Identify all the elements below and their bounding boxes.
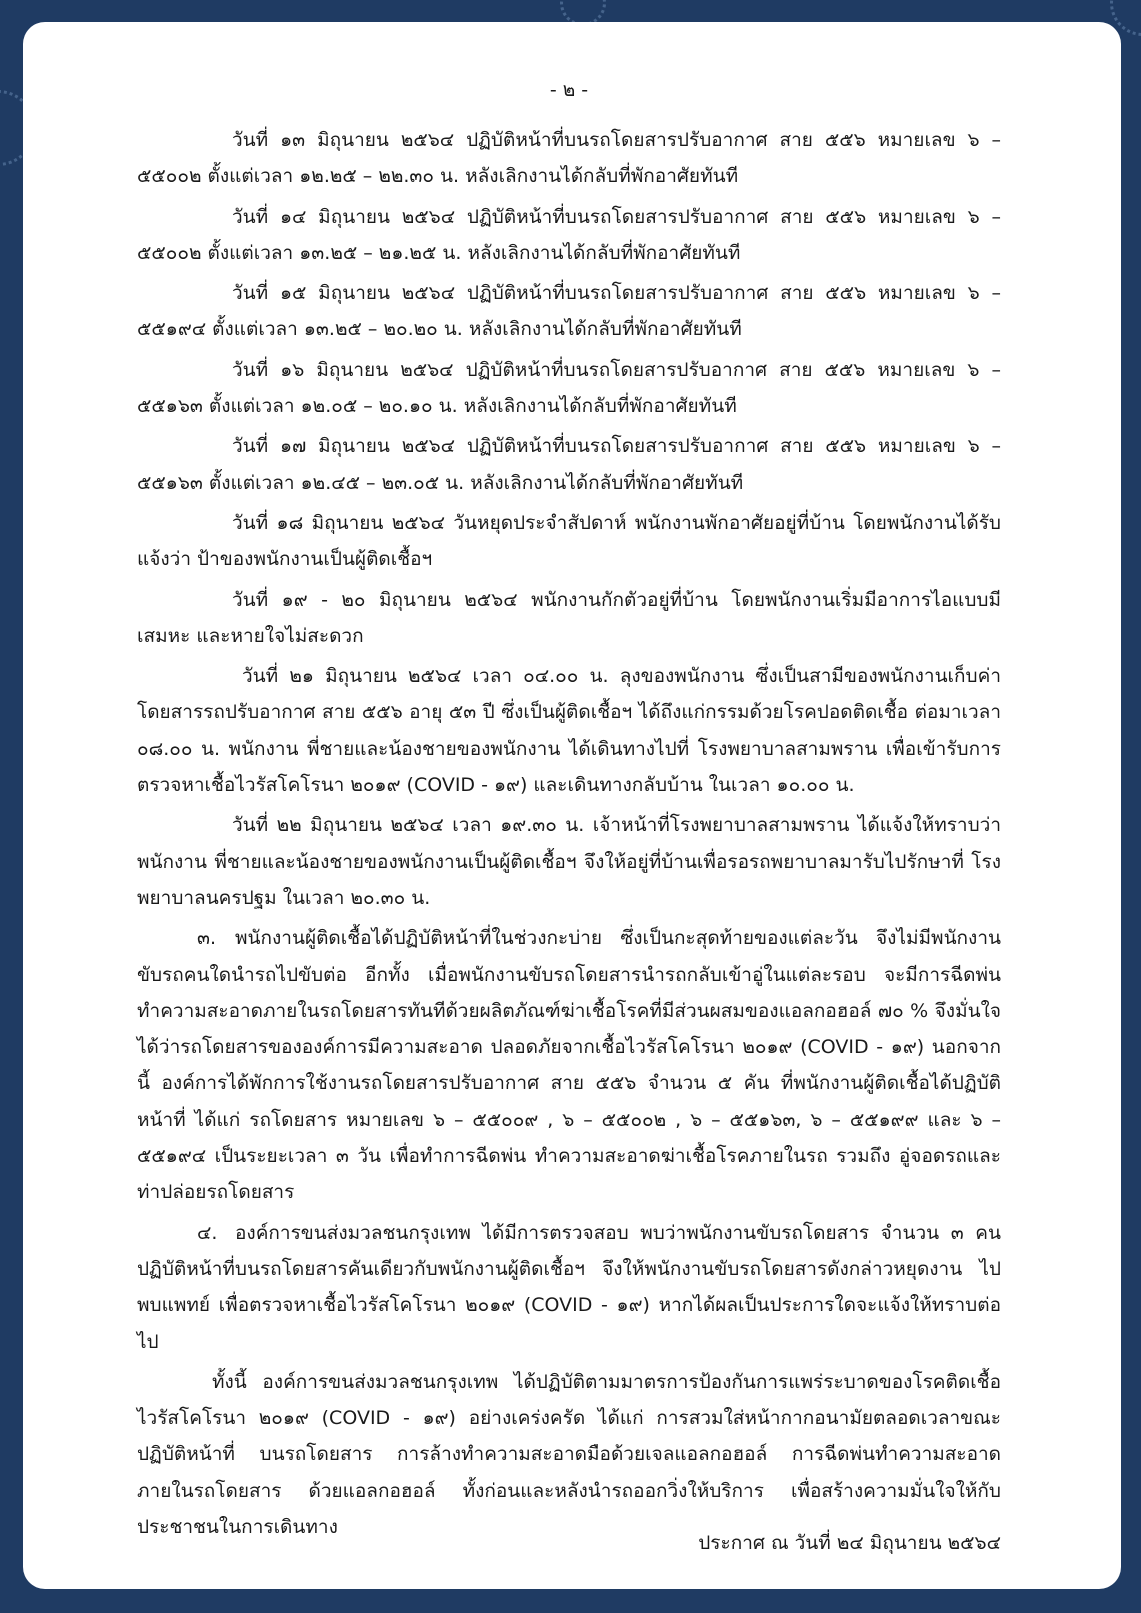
- closing-paragraph: ทั้งนี้ องค์การขนส่งมวลชนกรุงเทพ ได้ปฏิบัติตามมาตรการป้องกันการแพร่ระบาดของโรคติดเชื้อไวรัสโคโรนา ๒๐๑๙ (COVID - ๑๙) อย่างเคร่งครัด ได้แก่ การสวมใส่หน้ากากอนามัยตลอดเวลาขณะปฏิบัติหน้าที่ บนรถโดยสาร การล้างทำความสะอาดมือด้วยเจลแอลกอฮอล์ การฉีดพ่นทำความสะอาดภายในรถโดยสาร ด้วยแอลกอฮอล์ ทั้งก่อนและหลังนำรถออกวิ่งให้บริการ เพื่อสร้างความมั่นใจให้กับประชาชนในการเดินทาง: [137, 1370, 1001, 1538]
- paragraph-june-14: วันที่ ๑๔ มิถุนายน ๒๕๖๔ ปฏิบัติหน้าที่บนรถโดยสารปรับอากาศ สาย ๕๕๖ หมายเลข ๖ – ๕๕๐๐๒ ตั้งแต่เวลา ๑๓.๒๕ – ๒๑.๒๕ น. หลังเลิกงานได้กลับที่พักอาศัยทันที: [137, 205, 1001, 264]
- paragraph-june-15: วันที่ ๑๕ มิถุนายน ๒๕๖๔ ปฏิบัติหน้าที่บนรถโดยสารปรับอากาศ สาย ๕๕๖ หมายเลข ๖ – ๕๕๑๙๔ ตั้งแต่เวลา ๑๓.๒๕ – ๒๐.๒๐ น. หลังเลิกงานได้กลับที่พักอาศัยทันที: [137, 282, 1001, 341]
- paragraph-june-16: วันที่ ๑๖ มิถุนายน ๒๕๖๔ ปฏิบัติหน้าที่บนรถโดยสารปรับอากาศ สาย ๕๕๖ หมายเลข ๖ – ๕๕๑๖๓ ตั้งแต่เวลา ๑๒.๐๕ – ๒๐.๑๐ น. หลังเลิกงานได้กลับที่พักอาศัยทันที: [137, 358, 1001, 418]
- item-text: องค์การขนส่งมวลชนกรุงเทพ ได้มีการตรวจสอบ พบว่าพนักงานขับรถโดยสาร จำนวน ๓ คน ปฏิบัติหน้าที่บนรถโดยสารคันเดียวกับพนักงานผู้ติดเชื้อฯ จึงให้พนักงานขับรถโดยสารดังกล่าวหยุดงาน ไปพบแพทย์ เพื่อตรวจหาเชื้อไวรัสโคโรนา ๒๐๑๙ (COVID - ๑๙) หากได้ผลเป็นประการใดจะแจ้งให้ทราบต่อไป: [137, 1221, 1001, 1353]
- paragraph-june-19-20: วันที่ ๑๙ - ๒๐ มิถุนายน ๒๕๖๔ พนักงานกักตัวอยู่ที่บ้าน โดยพนักงานเริ่มมีอาการไอแบบมีเสมหะ และหายใจไม่สะดวก: [137, 588, 1001, 647]
- paragraph-june-22: วันที่ ๒๒ มิถุนายน ๒๕๖๔ เวลา ๑๙.๓๐ น. เจ้าหน้าที่โรงพยาบาลสามพราน ได้แจ้งให้ทราบว่า พนักงาน พี่ชายและน้องชายของพนักงานเป็นผู้ติดเชื้อฯ จึงให้อยู่ที่บ้านเพื่อรอรถพยาบาลมารับไปรักษาที่ โรงพยาบาลนครปฐม ในเวลา ๒๐.๓๐ น.: [137, 814, 1001, 909]
- page-number: - ๒ -: [549, 79, 589, 101]
- paragraph-june-13: วันที่ ๑๓ มิถุนายน ๒๕๖๔ ปฏิบัติหน้าที่บนรถโดยสารปรับอากาศ สาย ๕๕๖ หมายเลข ๖ – ๕๕๐๐๒ ตั้งแต่เวลา ๑๒.๒๕ – ๒๒.๓๐ น. หลังเลิกงานได้กลับที่พักอาศัยทันที: [137, 129, 1001, 188]
- item-number: ๓.: [197, 927, 217, 950]
- paragraph-june-21: วันที่ ๒๑ มิถุนายน ๒๕๖๔ เวลา ๐๔.๐๐ น. ลุงของพนักงาน ซึ่งเป็นสามีของพนักงานเก็บค่าโดยสารรถปรับอากาศ สาย ๕๕๖ อายุ ๕๓ ปี ซึ่งเป็นผู้ติดเชื้อฯ ได้ถึงแก่กรรมด้วยโรคปอดติดเชื้อ ต่อมาเวลา ๐๘.๐๐ น. พนักงาน พี่ชายและน้องชายของพนักงาน ได้เดินทางไปที่ โรงพยาบาลสามพราน เพื่อเข้ารับการตรวจหาเชื้อไวรัสโคโรนา ๒๐๑๙ (COVID - ๑๙) และเดินทางกลับบ้าน ในเวลา ๑๐.๐๐ น.: [137, 665, 1001, 797]
- item-text: พนักงานผู้ติดเชื้อได้ปฏิบัติหน้าที่ในช่วงกะบ่าย ซึ่งเป็นกะสุดท้ายของแต่ละวัน จึงไม่มีพนักงานขับรถคนใดนำรถไปขับต่อ อีกทั้ง เมื่อพนักงานขับรถโดยสารนำรถกลับเข้าอู่ในแต่ละรอบ จะมีการฉีดพ่นทำความสะอาดภายในรถโดยสารทันทีด้วยผลิตภัณฑ์ฆ่าเชื้อโรคที่มีส่วนผสมของแอลกอฮอล์ ๗๐ % จึงมั่นใจได้ว่ารถโดยสารขององค์การมีความสะอาด ปลอดภัยจากเชื้อไวรัสโคโรนา ๒๐๑๙ (COVID - ๑๙) นอกจากนี้ องค์การได้พักการใช้งานรถโดยสารปรับอากาศ สาย ๕๕๖ จำนวน ๕ คัน ที่พนักงานผู้ติดเชื้อได้ปฏิบัติหน้าที่ ได้แก่ รถโดยสาร หมายเลข ๖ – ๕๕๐๐๙ , ๖ – ๕๕๐๐๒ , ๖ – ๕๕๑๖๓, ๖ – ๕๕๑๙๙ และ ๖ – ๕๕๑๙๔ เป็นระยะเวลา ๓ วัน เพื่อทำการฉีดพ่น ทำความสะอาดฆ่าเชื้อโรคภายในรถ รวมถึง อู่จอดรถและท่าปล่อยรถโดยสาร: [137, 927, 1001, 1204]
- document-sheet: [23, 22, 1121, 1589]
- paragraph-june-17: วันที่ ๑๗ มิถุนายน ๒๕๖๔ ปฏิบัติหน้าที่บนรถโดยสารปรับอากาศ สาย ๕๕๖ หมายเลข ๖ – ๕๕๑๖๓ ตั้งแต่เวลา ๑๒.๔๕ – ๒๓.๐๕ น. หลังเลิกงานได้กลับที่พักอาศัยทันที: [137, 435, 1001, 494]
- item-number: ๔.: [197, 1221, 218, 1244]
- numbered-item-4: [137, 1215, 1001, 1360]
- numbered-item-3: [137, 920, 1001, 1210]
- announcement-date: ประกาศ ณ วันที่ ๒๔ มิถุนายน ๒๕๖๔: [698, 1532, 1001, 1554]
- paragraph-june-18: วันที่ ๑๘ มิถุนายน ๒๕๖๔ วันหยุดประจำสัปดาห์ พนักงานพักอาศัยอยู่ที่บ้าน โดยพนักงานได้รับแจ้งว่า ป้าของพนักงานเป็นผู้ติดเชื้อฯ: [137, 511, 1001, 571]
